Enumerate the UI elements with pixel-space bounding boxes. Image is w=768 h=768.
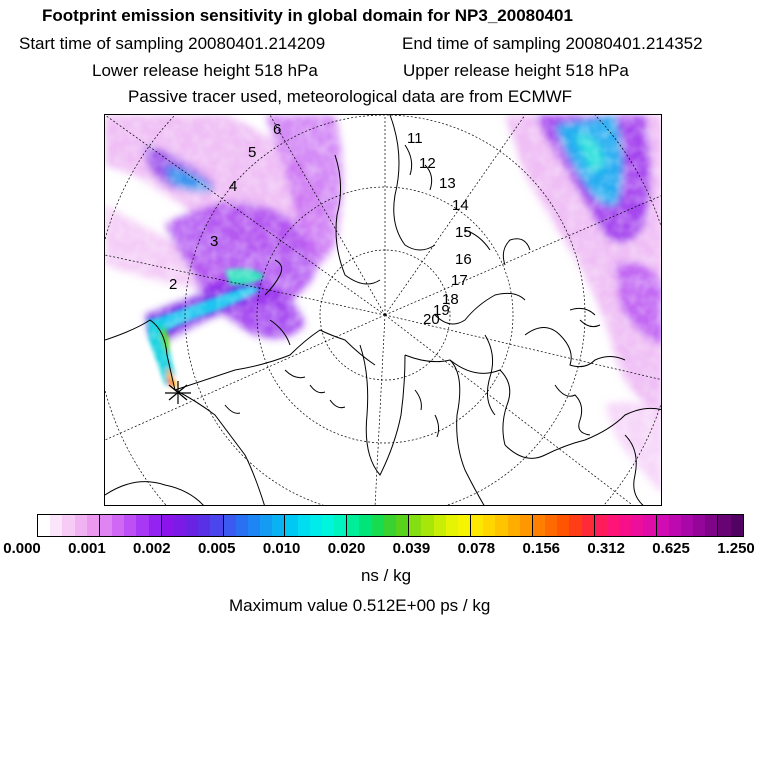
colorbar-tick-label: 0.625 bbox=[652, 540, 690, 557]
colorbar-tick-label: 0.312 bbox=[587, 540, 625, 557]
colorbar-segment bbox=[643, 515, 656, 536]
colorbar-segment bbox=[669, 515, 681, 536]
colorbar-segment bbox=[62, 515, 74, 536]
colorbar-tick-label: 0.001 bbox=[68, 540, 106, 557]
day-label: 5 bbox=[248, 144, 257, 161]
colorbar-segment bbox=[458, 515, 471, 536]
colorbar-segment bbox=[421, 515, 433, 536]
day-label: 15 bbox=[455, 224, 472, 241]
colorbar-units: ns / kg bbox=[360, 566, 412, 585]
colorbar-segment bbox=[681, 515, 693, 536]
colorbar-segment bbox=[495, 515, 507, 536]
colorbar-tick-label: 0.010 bbox=[262, 540, 301, 557]
emission-sensitivity-field bbox=[105, 115, 662, 506]
day-label: 3 bbox=[210, 233, 219, 250]
colorbar-segment bbox=[347, 515, 359, 536]
colorbar-segment bbox=[136, 515, 148, 536]
colorbar-segment bbox=[174, 515, 186, 536]
colorbar-tick-label: 1.250 bbox=[717, 540, 755, 557]
day-label: 6 bbox=[273, 121, 282, 138]
day-label: 12 bbox=[419, 155, 436, 172]
colorbar-segment bbox=[396, 515, 409, 536]
colorbar-tick-label: 0.000 bbox=[3, 540, 41, 557]
map-panel bbox=[104, 114, 662, 506]
day-label: 2 bbox=[169, 276, 178, 293]
day-label: 18 bbox=[442, 291, 459, 308]
map-canvas bbox=[105, 115, 662, 506]
colorbar-segment bbox=[483, 515, 495, 536]
colorbar-segment bbox=[87, 515, 100, 536]
day-label: 17 bbox=[451, 272, 468, 289]
colorbar-tick-label: 0.078 bbox=[457, 540, 496, 557]
colorbar-segment bbox=[607, 515, 619, 536]
colorbar-segment bbox=[186, 515, 198, 536]
colorbar-tick-labels bbox=[0, 540, 768, 558]
colorbar-segment bbox=[310, 515, 322, 536]
maximum-value-label: Maximum value 0.512E+00 ps / kg bbox=[229, 596, 491, 615]
colorbar-tick-label: 0.020 bbox=[327, 540, 366, 557]
colorbar-segment bbox=[236, 515, 248, 536]
colorbar-tick-label: 0.002 bbox=[133, 540, 171, 557]
end-time-label: End time of sampling 20080401.214352 bbox=[402, 34, 703, 53]
colorbar-segment bbox=[75, 515, 87, 536]
colorbar-segment bbox=[38, 515, 50, 536]
colorbar-segment bbox=[595, 515, 607, 536]
day-label: 19 bbox=[433, 302, 450, 319]
day-label: 14 bbox=[452, 197, 469, 214]
colorbar-segment bbox=[124, 515, 136, 536]
colorbar-segment bbox=[198, 515, 210, 536]
upper-height-label: Upper release height 518 hPa bbox=[403, 61, 629, 80]
colorbar-segment bbox=[260, 515, 272, 536]
day-label: 13 bbox=[439, 175, 456, 192]
colorbar-segment bbox=[285, 515, 297, 536]
colorbar-segment bbox=[100, 515, 112, 536]
tracer-note: Passive tracer used, meteorological data are from ECMWF bbox=[128, 87, 573, 106]
colorbar-segment bbox=[705, 515, 718, 536]
colorbar-segment bbox=[582, 515, 595, 536]
colorbar-segment bbox=[409, 515, 421, 536]
colorbar-segment bbox=[520, 515, 533, 536]
colorbar-segment bbox=[446, 515, 458, 536]
colorbar-segment bbox=[508, 515, 520, 536]
colorbar-segment bbox=[545, 515, 557, 536]
start-time-label: Start time of sampling 20080401.214209 bbox=[19, 34, 326, 53]
colorbar-segment bbox=[162, 515, 174, 536]
colorbar-segment bbox=[731, 515, 743, 536]
colorbar-segment bbox=[372, 515, 384, 536]
colorbar-segment bbox=[210, 515, 223, 536]
colorbar-segment bbox=[718, 515, 730, 536]
day-label: 11 bbox=[407, 130, 423, 147]
colorbar-segment bbox=[50, 515, 62, 536]
colorbar-segment bbox=[434, 515, 446, 536]
colorbar-segment bbox=[657, 515, 669, 536]
colorbar-segment bbox=[557, 515, 569, 536]
colorbar-segment bbox=[471, 515, 483, 536]
colorbar-segment bbox=[224, 515, 236, 536]
colorbar bbox=[37, 514, 744, 537]
colorbar-segment bbox=[533, 515, 545, 536]
plot-title: Footprint emission sensitivity in global domain for NP3_20080401 bbox=[42, 6, 573, 25]
day-label: 20 bbox=[423, 311, 440, 328]
lower-height-label: Lower release height 518 hPa bbox=[92, 61, 318, 80]
colorbar-segment bbox=[359, 515, 371, 536]
colorbar-segment bbox=[334, 515, 347, 536]
colorbar-segment bbox=[569, 515, 581, 536]
colorbar-tick-label: 0.039 bbox=[392, 540, 431, 557]
colorbar-segment bbox=[298, 515, 310, 536]
colorbar-segment bbox=[631, 515, 643, 536]
colorbar-segment bbox=[693, 515, 705, 536]
colorbar-segment bbox=[384, 515, 396, 536]
colorbar-segment bbox=[272, 515, 285, 536]
day-label: 16 bbox=[455, 251, 472, 268]
colorbar-segment bbox=[112, 515, 124, 536]
day-label: 4 bbox=[229, 178, 238, 195]
colorbar-segment bbox=[322, 515, 334, 536]
colorbar-tick-label: 0.156 bbox=[522, 540, 561, 557]
colorbar-tick-label: 0.005 bbox=[197, 540, 236, 557]
colorbar-segment bbox=[619, 515, 631, 536]
colorbar-segment bbox=[149, 515, 162, 536]
colorbar-segment bbox=[248, 515, 260, 536]
